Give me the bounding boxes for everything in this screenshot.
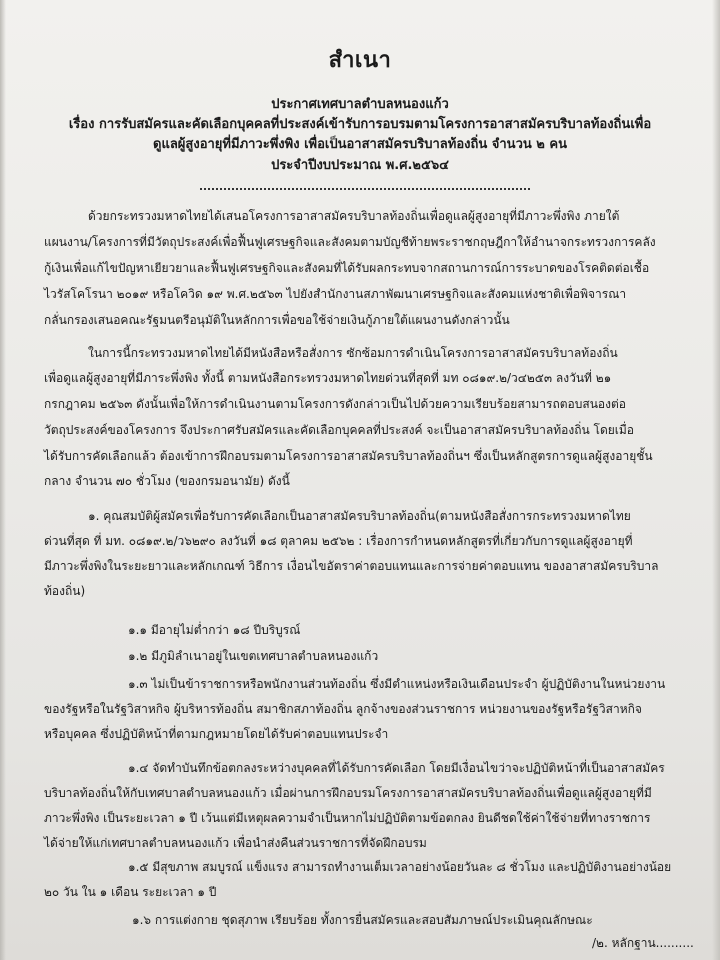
body-line: ไวรัสโคโรนา ๒๐๑๙ หรือโควิด ๑๙ พ.ศ.๒๕๖๓ ไปยังสำนักงานสภาพัฒนาเศรษฐกิจและสังคมแห่งชาติเพื่อพิจารณา <box>44 287 627 301</box>
announcement-subject: เรื่อง การรับสมัครและคัดเลือกบุคคลที่ประสงค์เข้ารับการอบรมตามโครงการอาสาสมัครบริบาลท้องถิ่นเพื่อ <box>68 117 652 132</box>
qualification-item: ๑.๖ การแต่งกาย ชุดสุภาพ เรียบร้อย ทั้งการยื่นสมัครและสอบสัมภาษณ์ประเมินคุณลักษณะ <box>132 913 593 927</box>
document-title: สำเนา <box>328 48 392 73</box>
announcement-fiscal-year: ประจำปีงบประมาณ พ.ศ.๒๕๖๔ <box>271 158 449 173</box>
qualification-item: ๑.๓ ไม่เป็นข้าราชการหรือพนักงานส่วนท้องถิ่น ซึ่งมีตำแหน่งหรือเงินเดือนประจำ ผู้ปฏิบัติงานในหน่วยงาน <box>128 677 666 691</box>
body-line: มีภาวะพึ่งพิงในระยะยาวและหลักเกณฑ์ วิธีการ เงื่อนไขอัตราค่าตอบแทนและการจ่ายค่าตอบแทน ของอาสาสมัครบริบาล <box>44 559 659 573</box>
body-line: ในการนี้กระทรวงมหาดไทยได้มีหนังสือหรือสั่งการ ซักซ้อมการดำเนินโครงการอาสาสมัครบริบาลท้องถิ่น <box>88 346 618 360</box>
announcement-subject-cont: ดูแลผู้สูงอายุที่มีภาวะพึ่งพิง เพื่อเป็นอาสาสมัครบริบาลท้องถิ่น จำนวน ๒ คน <box>153 137 567 152</box>
body-line: ภาวะพึ่งพิง เป็นระยะเวลา ๑ ปี เว้นแต่มีเหตุผลความจำเป็นหากไม่ปฏิบัติตามข้อตกลง ยินดีชดใช้ค่าใช้จ่ายที่ทางราชการ <box>44 811 651 825</box>
body-line: ท้องถิ่น) <box>44 584 86 598</box>
body-line: กลาง จำนวน ๗๐ ชั่วโมง (ของกรมอนามัย) ดังนี้ <box>44 474 290 488</box>
qualification-heading: ๑. คุณสมบัติผู้สมัครเพื่อรับการคัดเลือกเป็นอาสาสมัครบริบาลท้องถิ่น(ตามหนังสือสั่งการกระทรวงมหาดไทย <box>88 509 631 523</box>
body-line: แผนงาน/โครงการที่มีวัตถุประสงค์เพื่อฟื้นฟูเศรษฐกิจและสังคมตามบัญชีท้ายพระราชกฤษฎีกาให้อำนาจกระทรวงการคลัง <box>44 235 656 249</box>
body-line: ได้จ่ายให้แก่เทศบาลตำบลหนองแก้ว เพื่อนำส่งคืนส่วนราชการที่จัดฝึกอบรม <box>44 836 427 850</box>
announcement-authority: ประกาศเทศบาลตำบลหนองแก้ว <box>271 97 449 112</box>
page-left-edge <box>0 0 6 960</box>
body-line: หรือบุคคล ซึ่งปฏิบัติหน้าที่ตามกฎหมายโดยได้รับค่าตอบแทนประจำ <box>44 727 389 741</box>
continued-marker: /๒. หลักฐาน.......... <box>592 936 694 950</box>
qualification-item: ๑.๒ มีภูมิลำเนาอยู่ในเขตเทศบาลตำบลหนองแก้ว <box>128 649 379 663</box>
body-line: วัตถุประสงค์ของโครงการ จึงประกาศรับสมัครและคัดเลือกบุคคลที่ประสงค์ จะเป็นอาสาสมัครบริบาลท้องถิ่น โดยเมื่อ <box>44 423 634 437</box>
body-line: กรกฎาคม ๒๕๖๓ ดังนั้นเพื่อให้การดำเนินงานตามโครงการดังกล่าวเป็นไปด้วยความเรียบร้อยสามารถตอบสนองต่อ <box>44 397 626 411</box>
body-line: ด้วยกระทรวงมหาดไทยได้เสนอโครงการอาสาสมัครบริบาลท้องถิ่นเพื่อดูแลผู้สูงอายุที่มีภาวะพึ่งพิง ภายใต้ <box>88 209 620 223</box>
body-line: ของรัฐหรือในรัฐวิสาหกิจ ผู้บริหารท้องถิ่น สมาชิกสภาท้องถิ่น ลูกจ้างของส่วนราชการ หน่วยงานของรัฐหรือรัฐวิสาหกิจ <box>44 702 642 716</box>
body-line: บริบาลท้องถิ่นให้กับเทศบาลตำบลหนองแก้ว เมื่อผ่านการฝึกอบรมโครงการอาสาสมัครบริบาลท้องถิ่นเพื่อดูแลผู้สูงอายุที่มี <box>44 786 652 800</box>
body-line: กลั่นกรองเสนอคณะรัฐมนตรีอนุมัติในหลักการเพื่อขอใช้จ่ายเงินกู้ภายใต้แผนงานดังกล่าวนั้น <box>44 313 510 327</box>
qualification-item: ๑.๑ มีอายุไม่ต่ำกว่า ๑๘ ปีบริบูรณ์ <box>128 623 301 637</box>
body-line: ด่วนที่สุด ที่ มท. ๐๘๑๙.๒/ว๖๒๙๐ ลงวันที่ ๑๘ ตุลาคม ๒๕๖๒ : เรื่องการกำหนดหลักสูตรที่เกี่ยวกับการดูแลผู้สูงอายุที่ <box>44 534 633 548</box>
body-line: ได้รับการคัดเลือกแล้ว ต้องเข้าการฝึกอบรมตามโครงการอาสาสมัครบริบาลท้องถิ่นฯ ซึ่งเป็นหลักสูตรการดูแลผู้สูงอายุชั้น <box>44 449 653 463</box>
qualification-item: ๑.๕ มีสุขภาพ สมบูรณ์ แข็งแรง สามารถทำงานเต็มเวลาอย่างน้อยวันละ ๘ ชั่วโมง และปฏิบัติงานอย่างน้อย <box>128 860 672 874</box>
qualification-item: ๑.๔ จัดทำบันทึกข้อตกลงระหว่างบุคคลที่ได้รับการคัดเลือก โดยมีเงื่อนไขว่าจะปฏิบัติหน้าที่เป็นอาสาสมัคร <box>128 761 665 775</box>
page-right-edge <box>712 0 720 960</box>
heading-divider <box>200 188 530 190</box>
body-line: เพื่อดูแลผู้สูงอายุที่มีภาระพึ่งพิง ทั้งนี้ ตามหนังสือกระทรวงมหาดไทยด่วนที่สุดที่ มท ๐๘๑๙.๒/ว๔๒๕๓ ลงวันที่ ๒๑ <box>44 371 612 385</box>
body-line: กู้เงินเพื่อแก้ไขปัญหาเยียวยาและฟื้นฟูเศรษฐกิจและสังคมที่ได้รับผลกระทบจากสถานการณ์การระบาดของโรคติดต่อเชื้อ <box>44 261 650 275</box>
body-line: ๒๐ วัน ใน ๑ เดือน ระยะเวลา ๑ ปี <box>44 885 217 899</box>
